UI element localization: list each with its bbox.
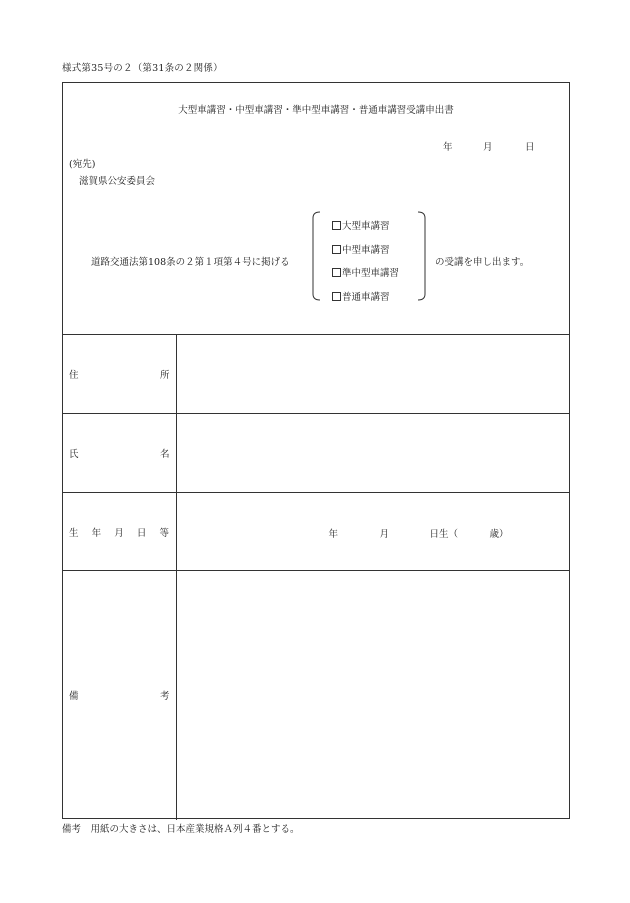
address-row: [63, 335, 569, 414]
footnote: 備考 用紙の大きさは、日本産業規格Ａ列４番とする。: [62, 824, 300, 835]
date-year-label: 年: [443, 142, 453, 153]
course-option-label: 中型車講習: [342, 244, 390, 256]
right-brace-icon: [417, 211, 427, 301]
course-option-medium[interactable]: [332, 244, 399, 268]
age-label: 歳）: [489, 528, 509, 540]
addressee-label: (宛先): [69, 159, 96, 170]
course-option-label: 普通車講習: [342, 291, 390, 303]
declaration-text-after: の受講を申し出ます。: [435, 257, 530, 268]
date-month-label: 月: [483, 142, 493, 153]
remarks-field[interactable]: [176, 571, 569, 820]
course-option-label: 準中型車講習: [342, 268, 400, 279]
address-label: 住 所: [63, 335, 176, 414]
birth-row: [63, 493, 569, 571]
course-option-label: 大型車講習: [342, 221, 390, 232]
form-title: 大型車講習・中型車講習・準中型車講習・普通車講習受講申出書: [178, 105, 454, 116]
address-field[interactable]: [176, 335, 569, 414]
name-row: [63, 414, 569, 493]
left-brace-icon: [311, 211, 321, 301]
checkbox-icon[interactable]: [332, 245, 341, 254]
birth-label: 生 年 月 日 等: [63, 493, 176, 571]
course-option-semi-medium[interactable]: [332, 267, 399, 291]
application-form: [62, 82, 570, 819]
checkbox-icon[interactable]: [332, 292, 341, 301]
applicant-details-table: [63, 334, 569, 820]
checkbox-icon[interactable]: [332, 221, 341, 230]
declaration-text-before: 道路交通法第108条の２第１項第４号に掲げる: [91, 257, 290, 268]
addressee: 滋賀県公安委員会: [79, 176, 156, 187]
birth-day-label: 日生（: [429, 528, 459, 540]
course-option-large[interactable]: [332, 220, 399, 244]
birth-month-label: 月: [379, 528, 390, 540]
birth-field[interactable]: [176, 493, 569, 571]
remarks-row: [63, 571, 569, 820]
name-field[interactable]: [176, 414, 569, 493]
course-option-ordinary[interactable]: [332, 291, 399, 315]
remarks-label: 備 考: [63, 571, 176, 820]
course-options: [332, 220, 399, 314]
birth-year-label: 年: [328, 528, 339, 540]
name-label: 氏 名: [63, 414, 176, 493]
form-number: 様式第35号の２（第31条の２関係）: [62, 63, 223, 74]
date-day-label: 日: [525, 142, 535, 153]
checkbox-icon[interactable]: [332, 268, 341, 277]
